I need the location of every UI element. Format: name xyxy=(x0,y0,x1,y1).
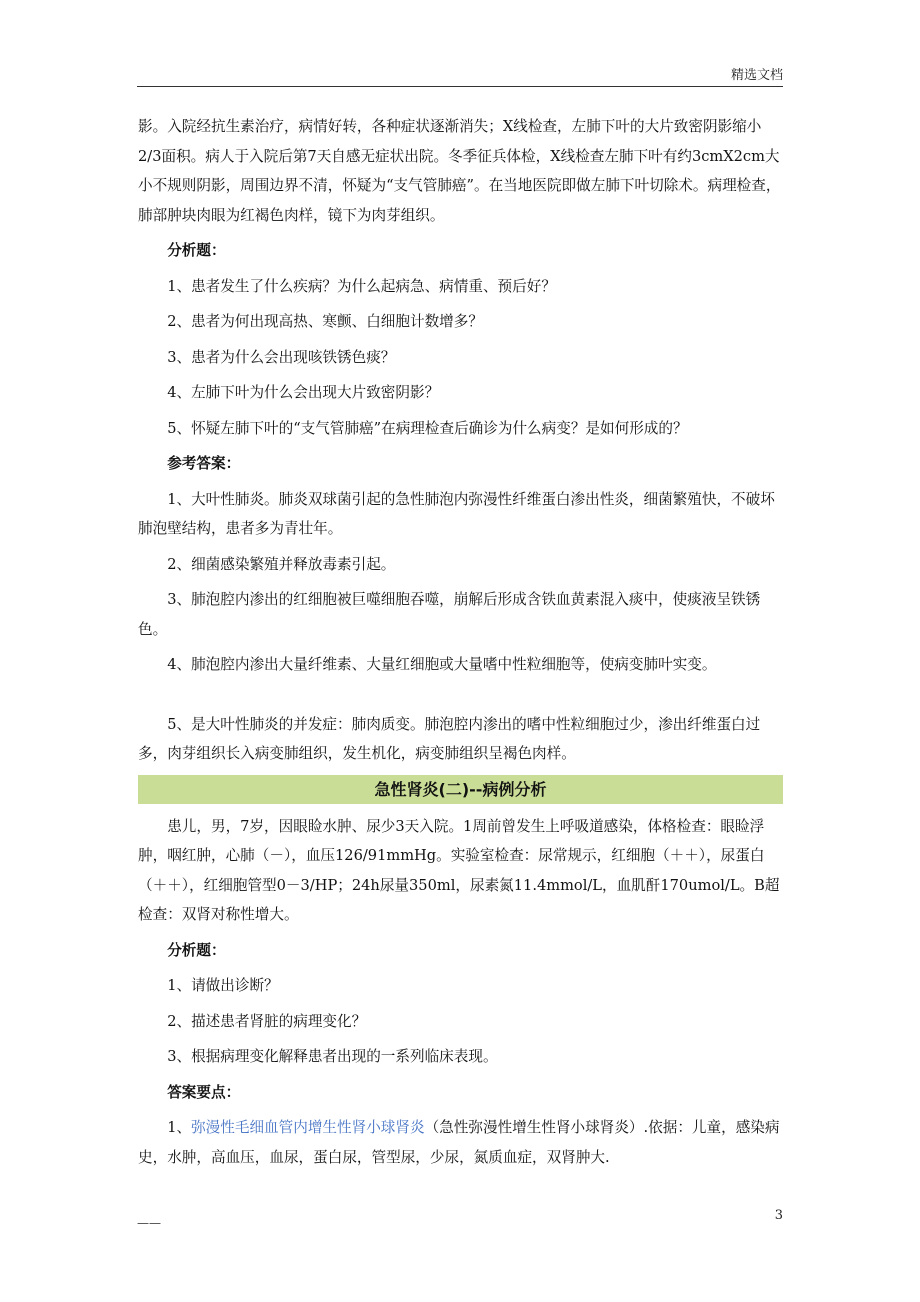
case1-answer: 3、肺泡腔内渗出的红细胞被巨噬细胞吞噬，崩解后形成含铁血黄素混入痰中，使痰液呈铁锈色。 xyxy=(138,591,761,638)
case1-answer: 1、大叶性肺炎。肺炎双球菌引起的急性肺泡内弥漫性纤维蛋白渗出性炎，细菌繁殖快，不破坏肺泡壁结构，患者多为青壮年。 xyxy=(138,490,775,537)
case2-title-banner: 急性肾炎(二)--病例分析 xyxy=(138,775,783,804)
case1-continuation: 影。入院经抗生素治疗，病情好转，各种症状逐渐消失；X线检查，左肺下叶的大片致密阴影缩小2/3面积。病人于入院后第7天自感无症状出院。冬季征兵体检，X线检查左肺下叶有约3cmX2cm大小不规则阴影，周围边界不清，怀疑为“支气管肺癌”。在当地医院即做左肺下叶切除术。病理检查，肺部肿块肉眼为红褐色肉样，镜下为肉芽组织。 xyxy=(138,118,781,224)
case1-question: 4、左肺下叶为什么会出现大片致密阴影？ xyxy=(167,384,440,401)
case2-question: 2、描述患者肾脏的病理变化？ xyxy=(167,1012,367,1030)
answer-rest: （急性弥漫性增生性肾小球肾炎）.依据：儿童，感染病史，水肿，高血压，血尿，蛋白尿，管型尿，少尿，氮质血症，双肾肿大. xyxy=(138,1119,780,1166)
paragraph-gap xyxy=(138,686,783,710)
case2-answers-heading: 答案要点： xyxy=(167,1083,241,1101)
case1-question: 3、患者为什么会出现咳铁锈色痰？ xyxy=(167,348,396,366)
answer-prefix: 1、 xyxy=(167,1119,192,1136)
case2-description: 患儿，男，7岁，因眼睑水肿、尿少3天入院。1周前曾发生上呼吸道感染，体格检查：眼睑浮肿，咽红肿，心肺（－），血压126/91mmHg。实验室检查：尿常规示，红细胞（＋＋），尿蛋白（＋＋），红细胞管型0－3/HP；24h尿量350ml，尿素氮11.4mmol/L，血肌酐170umol/L。B超检查：双肾对称性增大。 xyxy=(138,817,780,923)
case1-answer: 5、是大叶性肺炎的并发症：肺肉质变。肺泡腔内渗出的嗜中性粒细胞过少，渗出纤维蛋白过多，肉芽组织长入病变肺组织，发生机化，病变肺组织呈褐色肉样。 xyxy=(138,715,761,762)
diagnosis-link[interactable]: 弥漫性毛细血管内增生性肾小球肾炎 xyxy=(191,1119,425,1136)
page-number: 3 xyxy=(774,1208,783,1223)
case1-answers-heading: 参考答案： xyxy=(167,455,241,472)
case1-question: 5、怀疑左肺下叶的“支气管肺癌”在病理检查后确诊为什么病变？是如何形成的？ xyxy=(167,419,688,437)
footer-mark: —— xyxy=(137,1216,161,1230)
case2-questions-heading: 分析题： xyxy=(167,941,226,959)
header-rule xyxy=(137,86,783,87)
case2-question: 3、根据病理变化解释患者出现的一系列临床表现。 xyxy=(167,1048,498,1065)
case1-question: 2、患者为何出现高热、寒颤、白细胞计数增多？ xyxy=(167,313,483,330)
case1-answer: 2、细菌感染繁殖并释放毒素引起。 xyxy=(167,555,396,573)
case2-question: 1、请做出诊断？ xyxy=(167,977,279,994)
header-title: 精选文档 xyxy=(730,68,783,83)
case1-question: 1、患者发生了什么疾病？为什么起病急、病情重、预后好？ xyxy=(167,277,556,295)
case2-answer xyxy=(138,1113,783,1172)
case1-answer: 4、肺泡腔内渗出大量纤维素、大量红细胞或大量嗜中性粒细胞等，使病变肺叶实变。 xyxy=(167,656,717,673)
case1-questions-heading: 分析题： xyxy=(167,242,226,259)
document-body xyxy=(138,112,783,1178)
